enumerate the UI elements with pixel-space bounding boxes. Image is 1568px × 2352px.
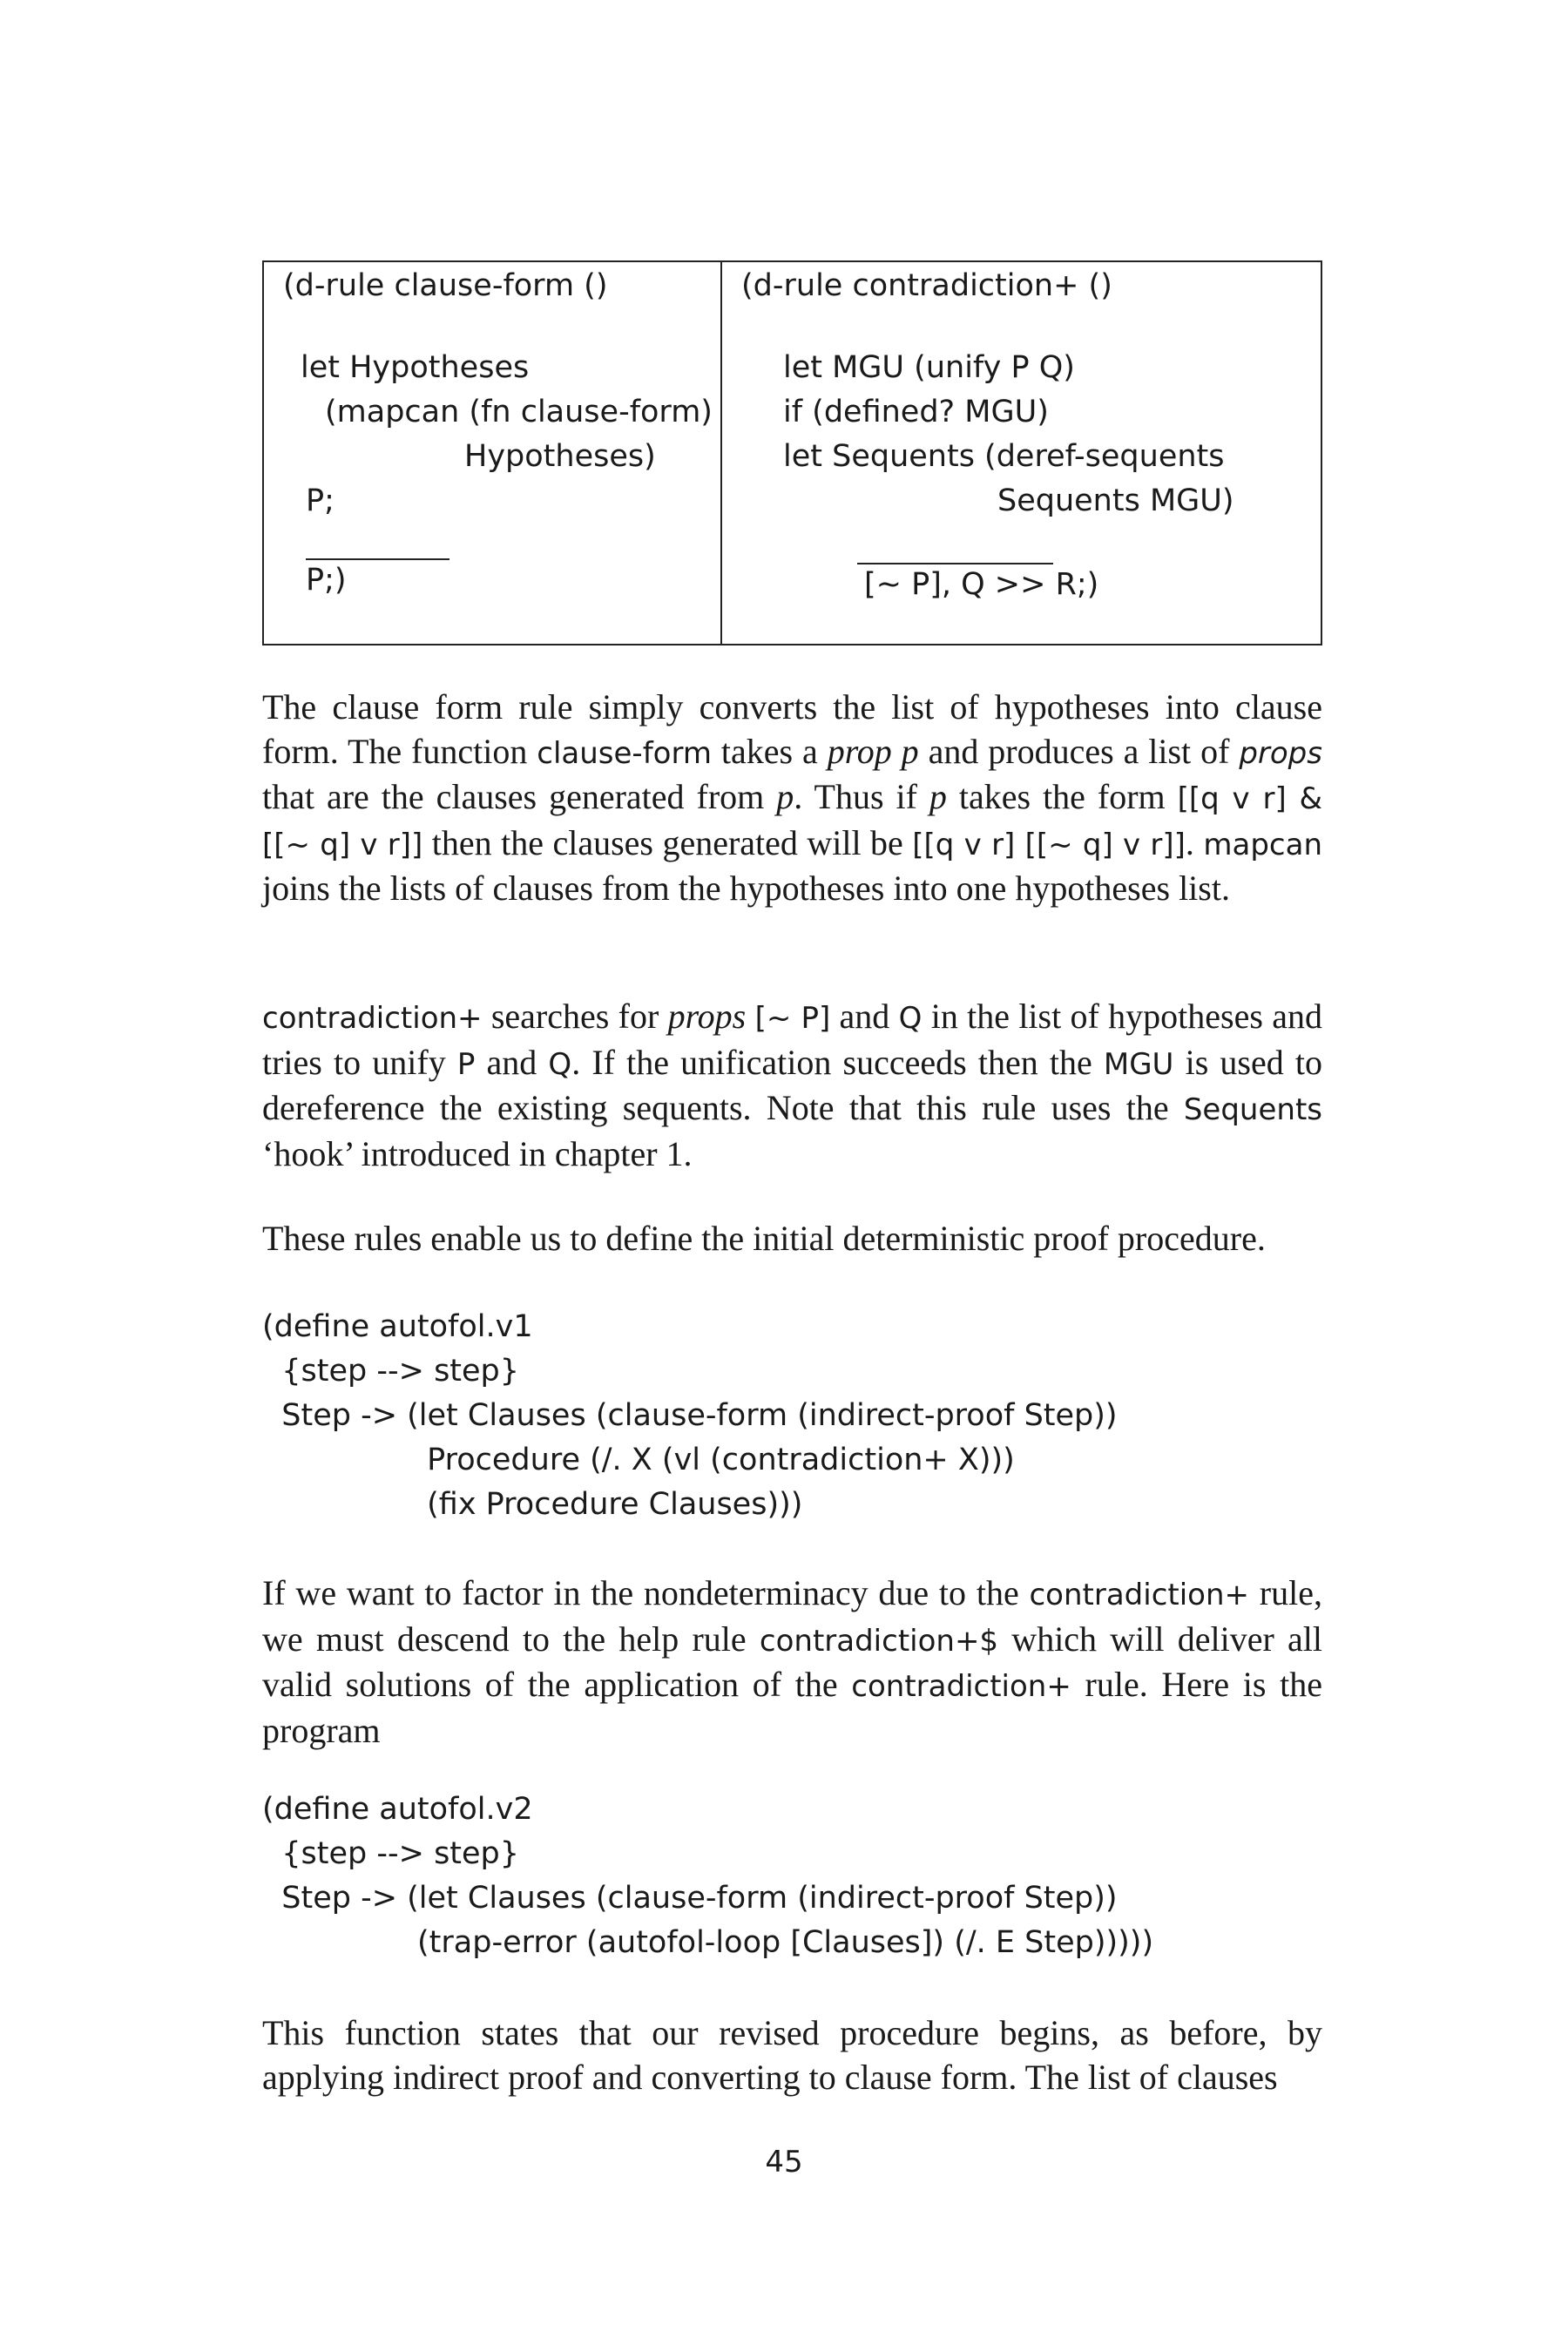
text: . (1185, 822, 1204, 862)
text: and (830, 997, 899, 1036)
text: is used to dereference the existing sequents. Note that this rule uses the (262, 1042, 1322, 1127)
rule-line: let MGU (unify P Q) (783, 350, 1075, 385)
text: and (475, 1042, 549, 1082)
code-line: {step --> step} (262, 1836, 520, 1871)
text: The clause form rule simply converts the list of hypotheses into clause form. The function (262, 687, 1322, 771)
code-term: Q (548, 1046, 572, 1082)
emphasis: props (1239, 735, 1322, 771)
text: takes the form (946, 777, 1178, 816)
paragraph: These rules enable us to define the initial deterministic proof procedure. (262, 1219, 1266, 1258)
code-term: clause-form (537, 735, 712, 771)
inference-line (306, 558, 449, 560)
emphasis: props (667, 997, 747, 1036)
rule-conclusion: [~ P], Q >> R;) (864, 567, 1099, 602)
contradiction-rule (722, 262, 1321, 644)
rule-line: let Sequents (deref-sequents (783, 439, 1225, 474)
emphasis: p (776, 777, 794, 816)
code-line: Step -> (let Clauses (clause-form (indirect-proof Step)) (262, 1398, 1118, 1433)
text: searches for (482, 997, 668, 1036)
text: joins the lists of clauses from the hypotheses into one hypotheses list. (262, 868, 1230, 908)
text: takes a (711, 731, 828, 771)
code-term: contradiction+ (1029, 1578, 1250, 1612)
code-line: (fix Procedure Clauses))) (262, 1487, 803, 1522)
text: that are the clauses generated from (262, 777, 777, 816)
rule-header: (d-rule contradiction+ () (741, 268, 1112, 303)
text (746, 997, 754, 1036)
rule-header: (d-rule clause-form () (283, 268, 608, 303)
code-term: contradiction+$ (759, 1623, 999, 1659)
rule-line: Sequents MGU) (997, 483, 1234, 518)
code-term: [~ P] (754, 1001, 831, 1036)
rule-line: (mapcan (fn clause-form) (325, 395, 713, 429)
text: which will deliver all valid solutions of the application of the (262, 1619, 1323, 1704)
rule-line: P; (306, 483, 335, 518)
code-line: {step --> step} (262, 1354, 520, 1389)
rules-table (262, 260, 1322, 645)
clause-form-rule (264, 262, 722, 644)
code-line: (trap-error (autofol-loop [Clauses]) (/. E Step))))) (262, 1925, 1154, 1960)
code-term: Q (898, 1001, 923, 1036)
emphasis: p (929, 777, 947, 816)
code-term: contradiction+ (851, 1669, 1071, 1704)
rule-line: if (defined? MGU) (783, 395, 1049, 429)
rule-line: Hypotheses) (464, 439, 656, 474)
code-term: [[q v r] & [[~ q] v r]] (262, 781, 1323, 862)
emphasis: prop p (827, 731, 919, 771)
code-line: (define autofol.v1 (262, 1309, 533, 1344)
code-line: (define autofol.v2 (262, 1792, 533, 1827)
inference-line (857, 563, 1053, 564)
text: in the list of hypotheses and tries to unify (262, 997, 1323, 1082)
text: . If the unification succeeds then the (571, 1042, 1104, 1082)
code-line: Procedure (/. X (vl (contradiction+ X))) (262, 1443, 1015, 1477)
code-term: [[q v r] [[~ q] v r]] (912, 827, 1186, 862)
paragraph (262, 995, 1322, 1176)
text: then the clauses generated will be (422, 822, 913, 862)
text: ‘hook’ introduced in chapter 1. (262, 1133, 693, 1173)
page-number: 45 (765, 2145, 803, 2180)
paragraph (262, 686, 1322, 911)
text: rule. Here is the program (262, 1665, 1322, 1750)
code-line: Step -> (let Clauses (clause-form (indirect-proof Step)) (262, 1881, 1118, 1916)
paragraph (262, 1571, 1322, 1753)
paragraph: This function states that our revised procedure begins, as before, by applying indirect proof and converting to clause form. The list of clauses (262, 2013, 1322, 2097)
text: rule, we must descend to the help rule (262, 1573, 1322, 1659)
text: If we want to factor in the nondeterminacy due to the (262, 1573, 1030, 1612)
text: . Thus if (794, 777, 929, 816)
code-block (262, 1788, 1153, 1965)
code-term: P (456, 1046, 476, 1082)
text: and produces a list of (918, 731, 1240, 771)
rule-line: let Hypotheses (301, 350, 530, 385)
code-term: mapcan (1203, 827, 1322, 862)
rule-conclusion: P;) (306, 563, 347, 598)
code-term: contradiction+ (262, 1001, 483, 1036)
code-term: Sequents (1183, 1092, 1322, 1127)
code-block (262, 1305, 1118, 1527)
code-term: MGU (1103, 1046, 1174, 1082)
